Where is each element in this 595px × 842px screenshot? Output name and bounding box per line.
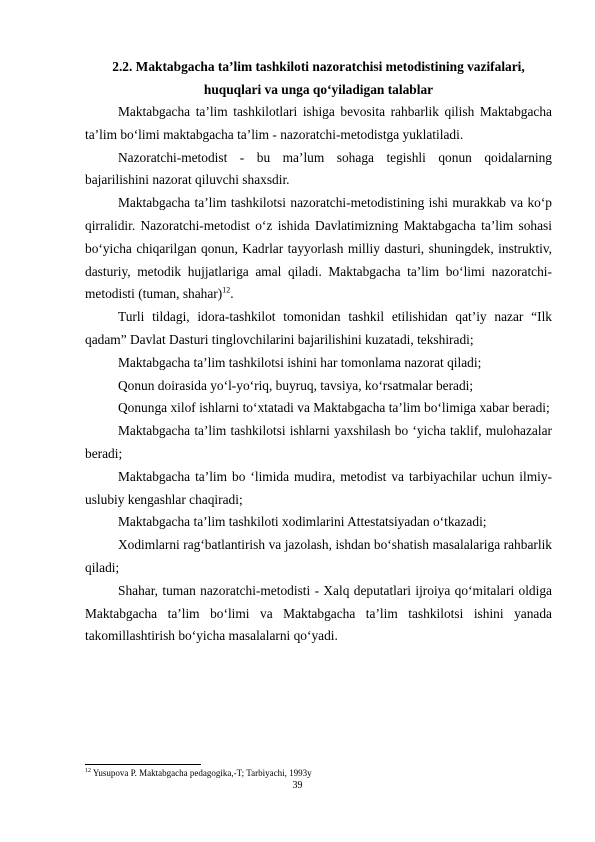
footnote-number: 12	[85, 768, 91, 774]
footnote-reference-punctuation: .	[230, 286, 234, 302]
paragraph: Maktabgacha ta’lim tashkilotsi ishlarni yaxshilash bo ‘yicha taklif, mulohazalar beradi;	[85, 423, 552, 461]
paragraph: Shahar, tuman nazoratchi-metodisti - Xalq deputatlari ijroiya qo‘mitalari oldiga Maktabgacha ta’lim bo‘limi va Maktabgacha ta’lim tashkilotsi ishini yanada takomillashtirish bo‘yicha masalalarni qo‘yadi.	[85, 582, 552, 644]
footnote-text: Yusupova P. Maktabgacha pedagogika,-T; Tarbiyachi, 1993y	[91, 768, 312, 778]
paragraph: Turli tildagi, idora-tashkilot tomonidan tashkil etilishidan qat’iy nazar “Ilk qadam” Davlat Dasturi tinglovchilarini bajarilishini kuzatadi, tekshiradi;	[85, 309, 552, 347]
page-content	[85, 55, 552, 648]
paragraph: Qonunga xilof ishlarni to‘xtatadi va Maktabgacha ta’lim bo‘limiga xabar beradi;	[118, 400, 550, 416]
paragraph: Maktabgacha ta’lim tashkilotlari ishiga bevosita rahbarlik qilish Maktabgacha ta’lim bo‘limi maktabgacha ta’lim - nazoratchi-metodistga yuklatiladi.	[85, 104, 552, 142]
section-heading	[85, 55, 552, 101]
paragraph: Xodimlarni rag‘batlantirish va jazolash, ishdan bo‘shatish masalalariga rahbarlik qiladi;	[85, 537, 552, 575]
paragraph: Maktabgacha ta’lim tashkiloti xodimlarini Attestatsiyadan o‘tkazadi;	[118, 514, 487, 530]
footnote	[85, 768, 312, 779]
footnote-separator	[85, 764, 201, 765]
section-heading-line1: 2.2. Maktabgacha ta’lim tashkiloti nazoratchisi metodistining vazifalari,	[112, 59, 525, 74]
paragraph	[85, 192, 552, 306]
section-heading-line2: huquqlari va unga qo‘yiladigan talablar	[203, 82, 434, 97]
paragraph-text: Maktabgacha ta’lim tashkilotsi nazoratchi-metodistining ishi murakkab va ko‘p qirralidir. Nazoratchi-metodist o‘z ishida Davlatimizning Maktabgacha ta’lim sohasi bo‘yicha chiqarilgan qonun, Kadrlar tayyorlash milliy dasturi, shuningdek, instruktiv, dasturiy, metodik hujjatlariga amal qiladi. Maktabgacha ta’lim bo‘limi nazoratchi-metodisti (tuman, shahar)	[85, 195, 552, 302]
paragraph: Qonun doirasida yo‘l-yo‘riq, buyruq, tavsiya, ko‘rsatmalar beradi;	[118, 377, 474, 393]
paragraph: Maktabgacha ta’lim bo ‘limida mudira, metodist va tarbiyachilar uchun ilmiy-uslubiy kengashlar chaqiradi;	[85, 468, 552, 507]
paragraph: Nazoratchi-metodist - bu ma’lum sohaga tegishli qonun qoidalarning bajarilishini nazorat qiluvchi shaxsdir.	[85, 149, 552, 188]
page-number: 39	[292, 780, 303, 791]
paragraph: Maktabgacha ta’lim tashkilotsi ishini har tomonlama nazorat qiladi;	[118, 354, 482, 370]
footnote-reference[interactable]: 12	[222, 285, 231, 295]
